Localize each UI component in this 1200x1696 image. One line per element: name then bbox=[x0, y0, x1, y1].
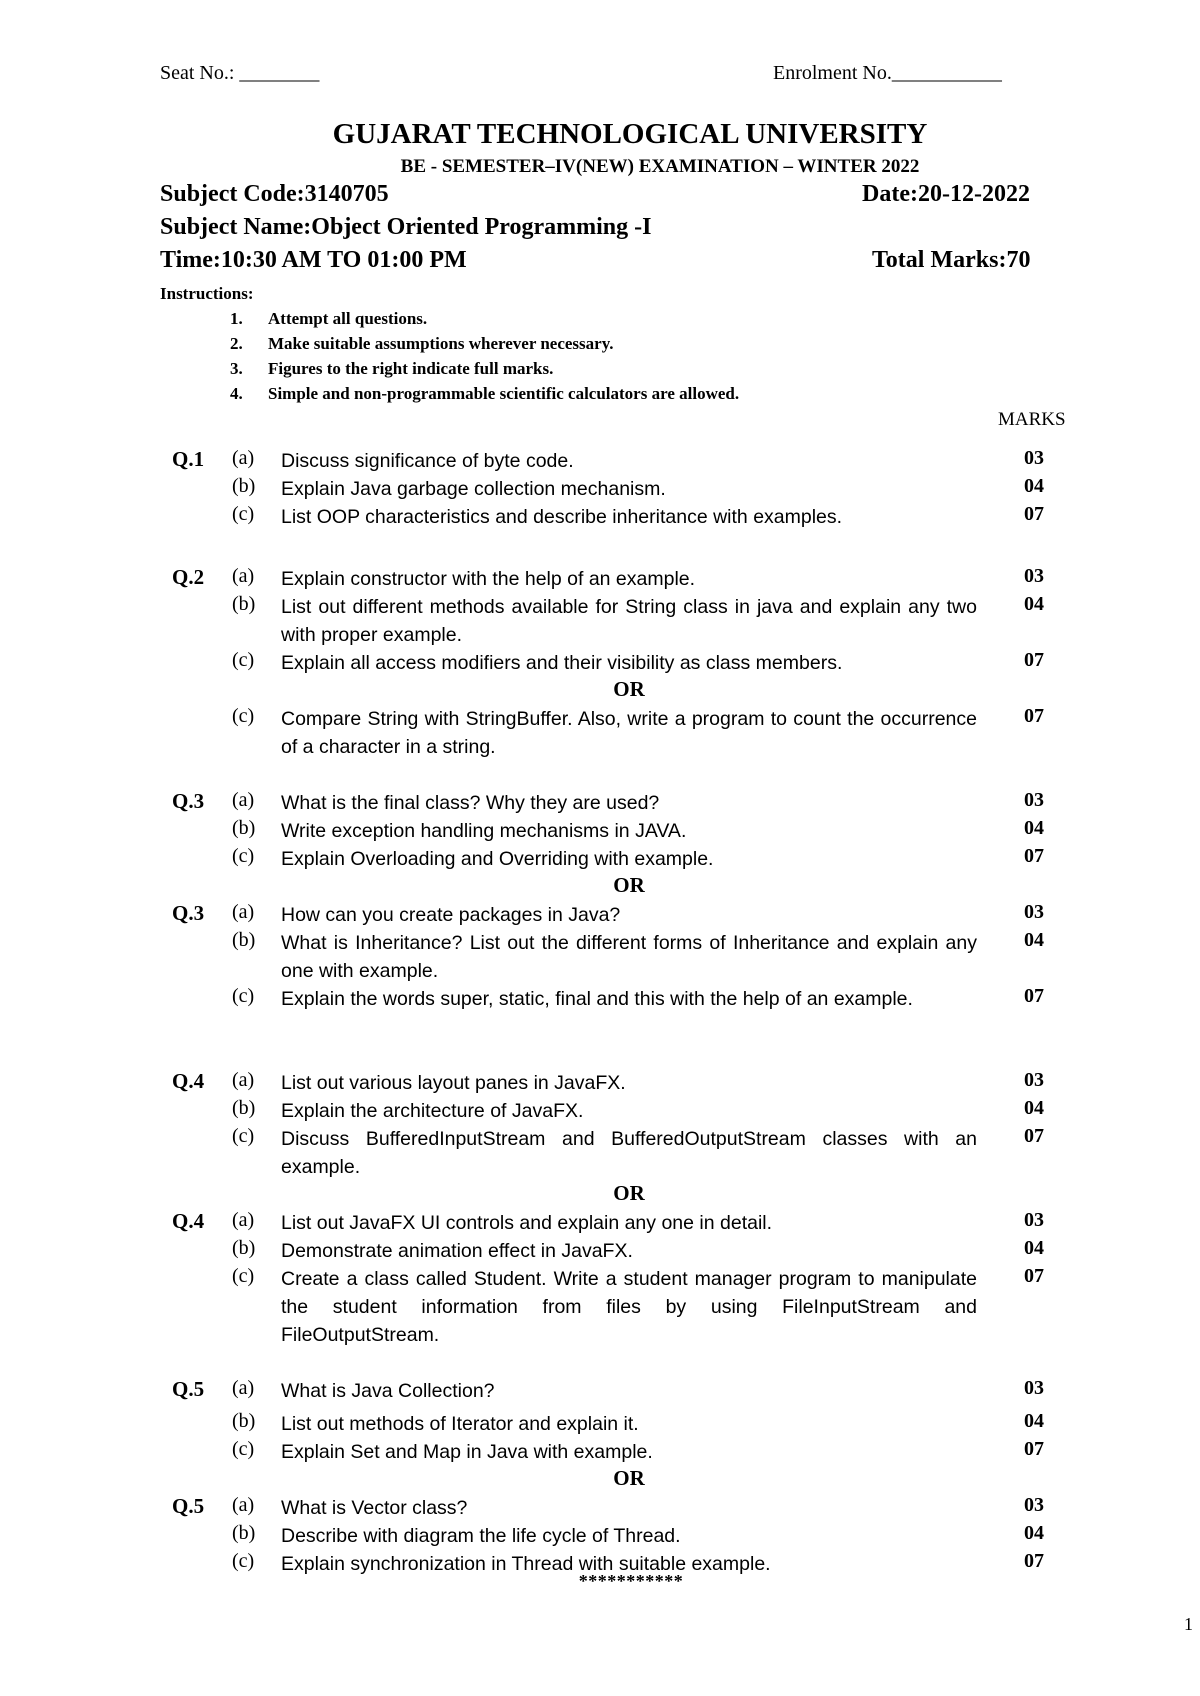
part-label: (c) bbox=[232, 985, 255, 1007]
question-text: What is Java Collection? bbox=[281, 1380, 495, 1402]
part-label: (a) bbox=[232, 1494, 255, 1516]
part-label: (c) bbox=[232, 1438, 255, 1460]
question-marks: 04 bbox=[1024, 929, 1044, 951]
question-marks: 03 bbox=[1024, 1377, 1044, 1399]
question-text: Explain the architecture of JavaFX. bbox=[281, 1100, 584, 1122]
part-label: (c) bbox=[232, 503, 255, 525]
exam-title: BE - SEMESTER–IV(NEW) EXAMINATION – WINTER 2022 bbox=[400, 156, 920, 177]
instruction-item: 3. Figures to the right indicate full marks. bbox=[230, 359, 554, 378]
subject-name: Subject Name:Object Oriented Programming -I bbox=[160, 214, 652, 240]
exam-time: Time:10:30 AM TO 01:00 PM bbox=[160, 247, 467, 273]
question-number: Q.4 bbox=[172, 1209, 205, 1233]
part-label: (b) bbox=[232, 1237, 256, 1259]
question-marks: 04 bbox=[1024, 1522, 1044, 1544]
question-number: Q.5 bbox=[172, 1494, 205, 1518]
question-text: List OOP characteristics and describe inheritance with examples. bbox=[281, 506, 843, 528]
question-text: What is the final class? Why they are used? bbox=[281, 792, 660, 814]
question-text: What is Vector class? bbox=[281, 1497, 468, 1519]
question-text: Explain the words super, static, final and this with the help of an example. bbox=[281, 988, 913, 1010]
question-text: List out methods of Iterator and explain it. bbox=[281, 1413, 639, 1435]
question-marks: 03 bbox=[1024, 1209, 1044, 1231]
question-number: Q.1 bbox=[172, 447, 205, 471]
part-label: (c) bbox=[232, 1265, 255, 1287]
question-number: Q.2 bbox=[172, 565, 205, 589]
question-marks: 07 bbox=[1024, 649, 1044, 671]
question-text: Explain all access modifiers and their visibility as class members. bbox=[281, 652, 843, 674]
question-text: Compare String with StringBuffer. Also, write a program to count the occurrence of a character in a string. bbox=[281, 708, 977, 758]
question-marks: 04 bbox=[1024, 1410, 1044, 1432]
or-separator: OR bbox=[613, 1181, 645, 1205]
question-text: List out various layout panes in JavaFX. bbox=[281, 1072, 626, 1094]
part-label: (b) bbox=[232, 1097, 256, 1119]
question-marks: 03 bbox=[1024, 447, 1044, 469]
or-separator: OR bbox=[613, 873, 645, 897]
part-label: (c) bbox=[232, 1550, 255, 1572]
enrolment-no: Enrolment No.___________ bbox=[773, 62, 1002, 84]
part-label: (b) bbox=[232, 1410, 256, 1432]
part-label: (b) bbox=[232, 475, 256, 497]
subject-code: Subject Code:3140705 bbox=[160, 181, 389, 207]
question-marks: 07 bbox=[1024, 985, 1044, 1007]
question-text: How can you create packages in Java? bbox=[281, 904, 621, 926]
question-number: Q.5 bbox=[172, 1377, 205, 1401]
question-marks: 07 bbox=[1024, 1550, 1044, 1572]
question-marks: 03 bbox=[1024, 1494, 1044, 1516]
question-text: Discuss significance of byte code. bbox=[281, 450, 574, 472]
question-number: Q.3 bbox=[172, 901, 205, 925]
question-text: Describe with diagram the life cycle of Thread. bbox=[281, 1525, 681, 1547]
question-marks: 07 bbox=[1024, 845, 1044, 867]
question-marks: 04 bbox=[1024, 475, 1044, 497]
question-marks: 07 bbox=[1024, 1265, 1044, 1287]
or-separator: OR bbox=[613, 677, 645, 701]
end-marker: *********** bbox=[578, 1571, 684, 1591]
university-title: GUJARAT TECHNOLOGICAL UNIVERSITY bbox=[332, 118, 928, 150]
question-number: Q.3 bbox=[172, 789, 205, 813]
part-label: (b) bbox=[232, 929, 256, 951]
question-marks: 07 bbox=[1024, 503, 1044, 525]
question-text: Explain Java garbage collection mechanism. bbox=[281, 478, 666, 500]
seat-no: Seat No.: ________ bbox=[160, 62, 320, 84]
exam-date: Date:20-12-2022 bbox=[862, 181, 1030, 207]
question-marks: 04 bbox=[1024, 1237, 1044, 1259]
part-label: (a) bbox=[232, 1209, 255, 1231]
question-marks: 04 bbox=[1024, 817, 1044, 839]
question-text: Explain Overloading and Overriding with example. bbox=[281, 848, 714, 870]
part-label: (c) bbox=[232, 845, 255, 867]
part-label: (c) bbox=[232, 705, 255, 727]
question-marks: 03 bbox=[1024, 789, 1044, 811]
question-text: Demonstrate animation effect in JavaFX. bbox=[281, 1240, 633, 1262]
part-label: (b) bbox=[232, 817, 256, 839]
part-label: (c) bbox=[232, 1125, 255, 1147]
or-separator: OR bbox=[613, 1466, 645, 1490]
question-text: List out different methods available for String class in java and explain any two with proper example. bbox=[281, 596, 977, 646]
question-text: What is Inheritance? List out the different forms of Inheritance and explain any one with example. bbox=[281, 932, 977, 982]
part-label: (a) bbox=[232, 789, 255, 811]
question-number: Q.4 bbox=[172, 1069, 205, 1093]
total-marks: Total Marks:70 bbox=[872, 247, 1031, 273]
instruction-item: 2. Make suitable assumptions wherever necessary. bbox=[230, 334, 614, 353]
marks-heading: MARKS bbox=[998, 409, 1066, 430]
question-text: Explain synchronization in Thread with suitable example. bbox=[281, 1553, 771, 1575]
part-label: (a) bbox=[232, 447, 255, 469]
question-text: Discuss BufferedInputStream and BufferedOutputStream classes with an example. bbox=[281, 1128, 977, 1178]
question-marks: 04 bbox=[1024, 1097, 1044, 1119]
part-label: (a) bbox=[232, 901, 255, 923]
question-text: Explain Set and Map in Java with example. bbox=[281, 1441, 653, 1463]
instruction-item: 1. Attempt all questions. bbox=[230, 309, 428, 328]
question-marks: 03 bbox=[1024, 565, 1044, 587]
question-text: Write exception handling mechanisms in JAVA. bbox=[281, 820, 687, 842]
question-marks: 04 bbox=[1024, 593, 1044, 615]
question-marks: 07 bbox=[1024, 705, 1044, 727]
page-number: 1 bbox=[1184, 1614, 1193, 1634]
question-marks: 07 bbox=[1024, 1125, 1044, 1147]
question-marks: 03 bbox=[1024, 901, 1044, 923]
question-text: Explain constructor with the help of an example. bbox=[281, 568, 696, 590]
part-label: (c) bbox=[232, 649, 255, 671]
part-label: (b) bbox=[232, 593, 256, 615]
part-label: (a) bbox=[232, 1377, 255, 1399]
question-marks: 03 bbox=[1024, 1069, 1044, 1091]
question-marks: 07 bbox=[1024, 1438, 1044, 1460]
part-label: (a) bbox=[232, 565, 255, 587]
part-label: (b) bbox=[232, 1522, 256, 1544]
question-text: Create a class called Student. Write a student manager program to manipulate the student information from files by using FileInputStream and FileOutputStream. bbox=[281, 1268, 977, 1346]
part-label: (a) bbox=[232, 1069, 255, 1091]
question-text: List out JavaFX UI controls and explain any one in detail. bbox=[281, 1212, 773, 1234]
instructions-heading: Instructions: bbox=[160, 284, 254, 303]
instruction-item: 4. Simple and non-programmable scientific calculators are allowed. bbox=[230, 384, 740, 403]
